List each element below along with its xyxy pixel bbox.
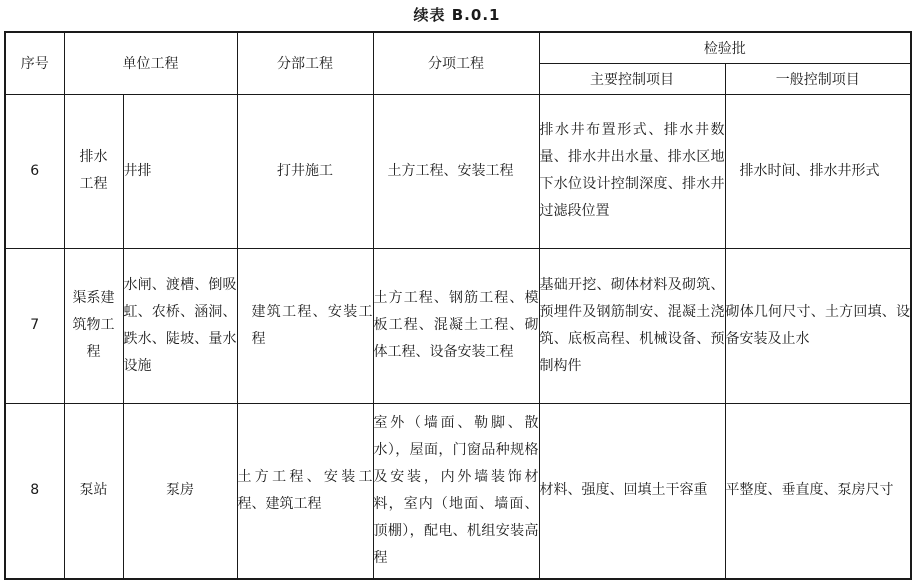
cell-main-control: 基础开挖、砌体材料及砌筑、预埋件及钢筋制安、混凝土浇筑、底板高程、机械设备、预制构件 (539, 248, 725, 403)
cell-division: 建筑工程、安装工程 (237, 248, 373, 403)
table-row (5, 248, 911, 403)
cell-item: 土方工程、安装工程 (373, 94, 539, 248)
cell-general-control: 平整度、垂直度、泵房尺寸 (725, 403, 911, 579)
inspection-table (4, 31, 912, 580)
cell-unit-name: 井排 (123, 94, 237, 248)
cell-unit-group: 渠系建筑物工程 (64, 248, 123, 403)
cell-unit-name: 水闸、渡槽、倒吸虹、农桥、涵洞、跌水、陡坡、量水设施 (123, 248, 237, 403)
cell-item: 室外（墙面、勒脚、散水），屋面，门窗品种规格及安装，内外墙装饰材料，室内（地面、墙面、顶棚），配电、机组安装高程 (373, 403, 539, 579)
cell-division: 土方工程、安装工程、建筑工程 (237, 403, 373, 579)
cell-seq: 6 (5, 94, 64, 248)
header-inspection-batch: 检验批 (539, 32, 911, 63)
header-general-control: 一般控制项目 (725, 63, 911, 94)
header-seq: 序号 (5, 32, 64, 94)
cell-unit-group: 排水工程 (64, 94, 123, 248)
cell-general-control: 排水时间、排水井形式 (725, 94, 911, 248)
cell-seq: 8 (5, 403, 64, 579)
cell-main-control: 排水井布置形式、排水井数量、排水井出水量、排水区地下水位设计控制深度、排水井过滤段位置 (539, 94, 725, 248)
cell-unit-group: 泵站 (64, 403, 123, 579)
header-item-project: 分项工程 (373, 32, 539, 94)
table-row (5, 403, 911, 579)
header-row (5, 32, 911, 63)
header-division-project: 分部工程 (237, 32, 373, 94)
cell-general-control: 砌体几何尺寸、土方回填、设备安装及止水 (725, 248, 911, 403)
header-unit-project: 单位工程 (64, 32, 237, 94)
cell-seq: 7 (5, 248, 64, 403)
cell-division: 打井施工 (237, 94, 373, 248)
cell-unit-name: 泵房 (123, 403, 237, 579)
header-main-control: 主要控制项目 (539, 63, 725, 94)
cell-main-control: 材料、强度、回填土干容重 (539, 403, 725, 579)
cell-item: 土方工程、钢筋工程、模板工程、混凝土工程、砌体工程、设备安装工程 (373, 248, 539, 403)
table-caption: 续表 B.0.1 (413, 6, 501, 24)
table-row (5, 94, 911, 248)
